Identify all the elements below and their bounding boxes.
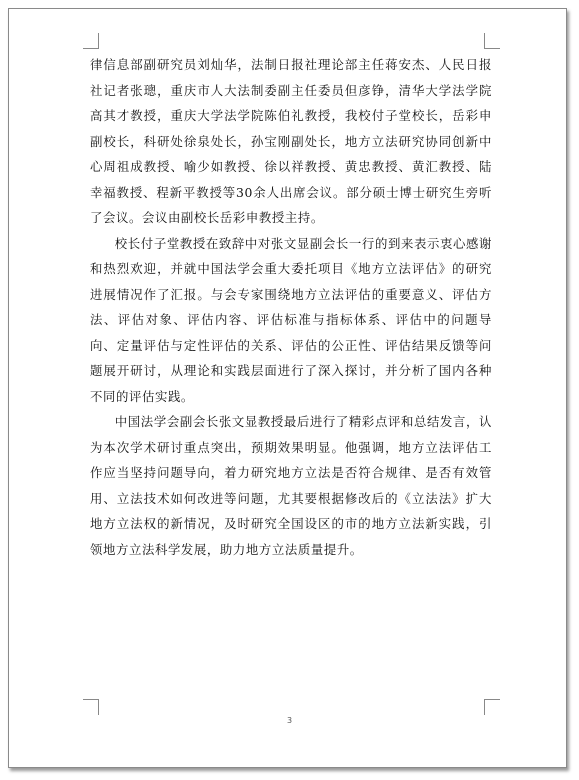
crop-mark-top-left — [83, 33, 99, 49]
document-body[interactable] — [90, 52, 492, 562]
paragraph-closing-remarks: 中国法学会副会长张文显教授最后进行了精彩点评和总结发言，认为本次学术研讨重点突出，预期效果明显。他强调，地方立法评估工作应当坚持问题导向，着力研究地方立法是否符合规律、是否有效管用、立法技术如何改进等问题，尤其要根据修改后的《立法法》扩大地方立法权的新情况，及时研究全国设区的市的地方立法新实践，引领地方立法科学发展，助力地方立法质量提升。 — [90, 414, 492, 557]
paragraph-attendees: 律信息部副研究员刘灿华，法制日报社理论部主任蒋安杰、人民日报社记者张璁，重庆市人大法制委副主任委员但彦铮，清华大学法学院高其才教授，重庆大学法学院陈伯礼教授，我校付子堂校长，岳彩申副校长，科研处徐泉处长，孙宝刚副处长，地方立法研究协同创新中心周祖成教授、喻少如教授、徐以祥教授、黄忠教授、黄汇教授、陆幸福教授、程新平教授等30余人出席会议。部分硕士博士研究生旁听了会议。会议由副校长岳彩申教授主持。 — [90, 57, 492, 225]
crop-mark-bottom-left — [83, 699, 99, 715]
page-number: 3 — [286, 716, 293, 725]
paragraph-opening-speech: 校长付子堂教授在致辞中对张文显副会长一行的到来表示衷心感谢和热烈欢迎，并就中国法学会重大委托项目《地方立法评估》的研究进展情况作了汇报。与会专家围绕地方立法评估的重要意义、评估方法、评估对象、评估内容、评估标准与指标体系、评估中的问题导向、定量评估与定性评估的关系、评估的公正性、评估结果反馈等问题展开研讨，从理论和实践层面进行了深入探讨，并分析了国内各种不同的评估实践。 — [90, 235, 492, 404]
crop-mark-top-right — [484, 33, 500, 49]
crop-mark-bottom-right — [484, 699, 500, 715]
